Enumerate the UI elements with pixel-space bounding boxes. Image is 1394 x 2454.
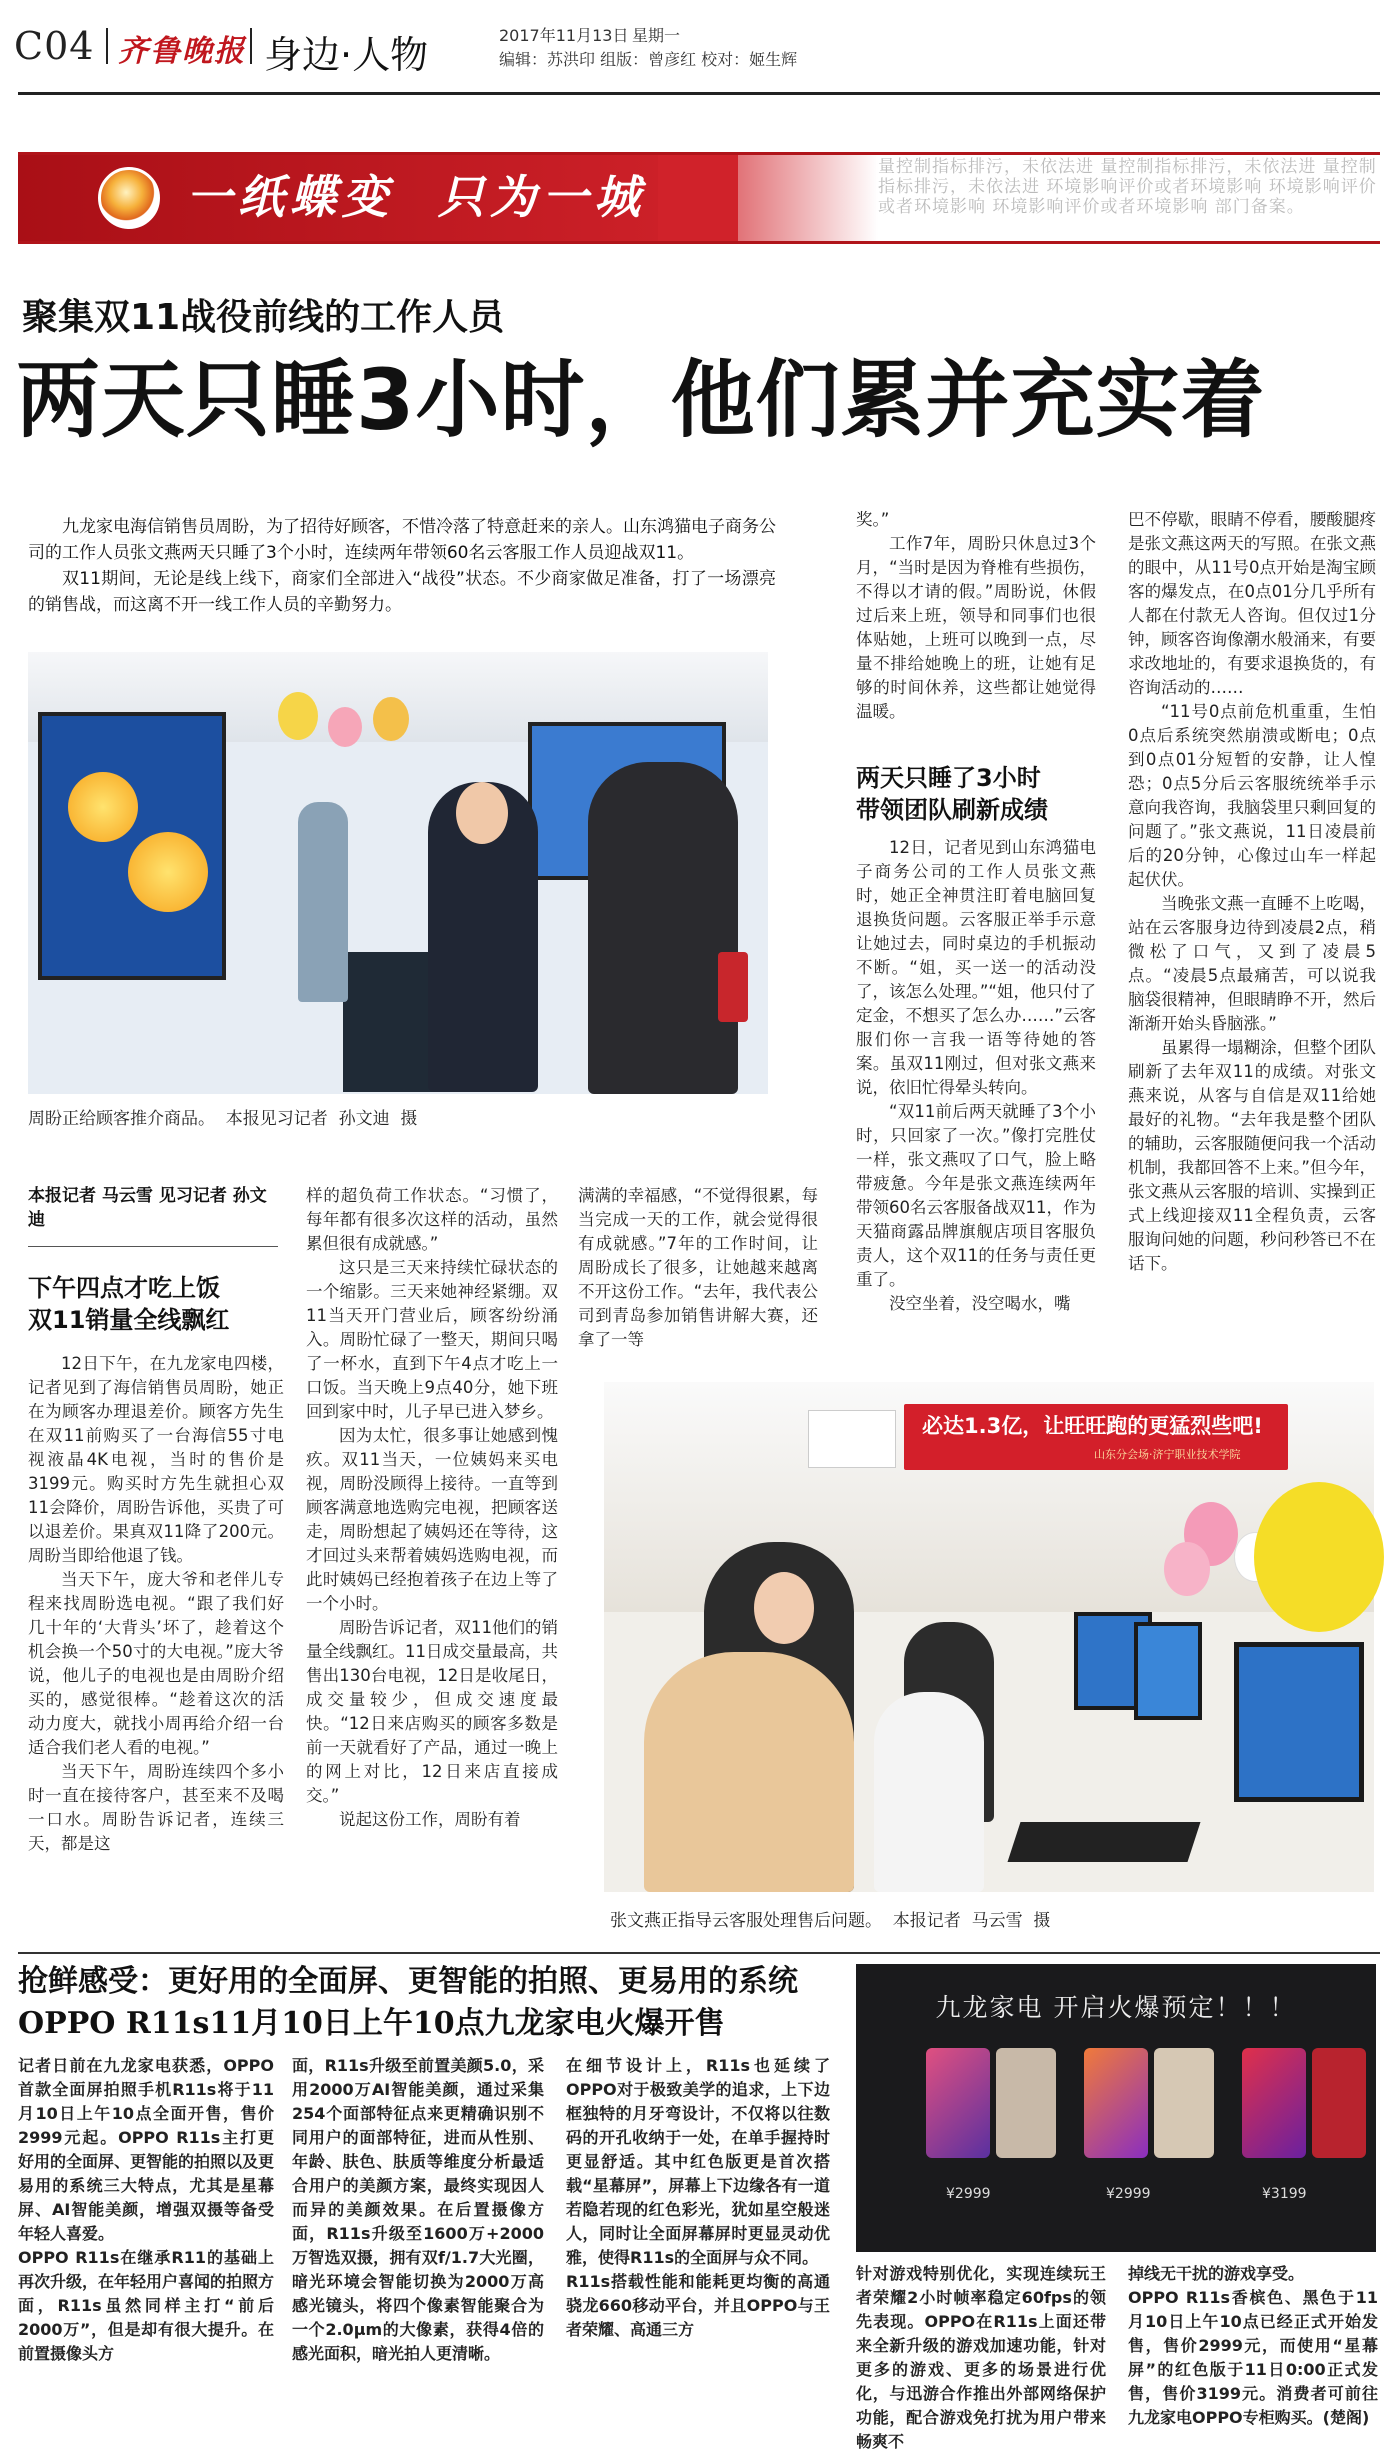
- slogan-banner: [18, 152, 1380, 244]
- paragraph: 周盼告诉记者，双11他们的销量全线飘红。11日成交量最高，共售出130台电视，12日是收尾日，成交量较少，但成交速度最快。“12日来店购买的顾客多数是前一天就看好了产品，通过一晚上的网上对比，12日来店直接成交。”: [306, 1618, 558, 1805]
- article-column-4: [856, 508, 1096, 724]
- ad-section-rule: [18, 1952, 1380, 1954]
- issue-weekday: 星期一: [632, 26, 681, 45]
- person-staff: [644, 1652, 854, 1892]
- balloon-icon: [278, 692, 318, 740]
- subheading-2: 两天只睡了3小时 带领团队刷新成绩: [856, 764, 1048, 824]
- article-column-4b: [856, 836, 1096, 1316]
- lead-paragraph: 九龙家电海信销售员周盼，为了招待好顾客，不惜冷落了特意赶来的亲人。山东鸿猫电子商务公司的工作人员张文燕两天只睡了3个小时，连续两年带领60名云客服工作人员迎战双11。: [28, 517, 776, 563]
- event-banner-text: 必达1.3亿，让旺旺跑的更猛烈些吧!: [922, 1414, 1263, 1438]
- orange-slice-icon: [128, 832, 208, 912]
- photo-customer-service: [604, 1382, 1374, 1892]
- phone-image: [1154, 2048, 1214, 2158]
- balloon-icon: [1164, 1542, 1210, 1596]
- person-supervisor-face: [754, 1572, 814, 1644]
- paragraph: 当天下午，周盼连续四个多小时一直在接待客户，甚至来不及喝一口水。周盼告诉记者，连续三天，都是这: [28, 1762, 284, 1853]
- masthead-divider: [250, 28, 252, 64]
- paragraph: 说起这份工作，周盼有着: [339, 1810, 521, 1829]
- paper-logo: 齐鲁晚报: [118, 34, 246, 69]
- article-column-5: [1128, 508, 1376, 1276]
- phone-image: [996, 2048, 1056, 2158]
- ad-column-1: 记者日前在九龙家电获悉，OPPO首款全面屏拍照手机R11s将于11月10日上午10点全面开售，售价2999元起。OPPO R11s主打更好用的全面屏、更智能的拍照以及更易用的系统三大特点，尤其是星幕屏、AI智能美颜，增强双摄等备受年轻人喜爱。 OPPO R11s在继承R11的基础上再次升级，在年轻用户喜闻的拍照方面，R11s虽然同样主打“前后2000万”，但是却有很大提升。在前置摄像头方: [18, 2056, 275, 2363]
- subheading-1: 下午四点才吃上饭 双11销量全线飘红: [28, 1274, 230, 1334]
- photo-salesperson: [28, 652, 768, 1094]
- paragraph: 奖。”: [856, 510, 890, 529]
- paragraph: 当天下午，庞大爷和老伴儿专程来找周盼选电视。“跟了我们好几十年的‘大背头’坏了，趁着这个机会换一个50寸的大电视。”庞大爷说，他儿子的电视也是由周盼介绍买的，感觉很棒。“趁着这次的活动力度大，就找小周再给介绍一台适合我们老人看的电视。”: [28, 1570, 284, 1757]
- price-label: ¥3199: [1262, 2186, 1307, 2202]
- event-banner-subtext: 山东分会场·济宁职业技术学院: [1094, 1448, 1241, 1461]
- price-label: ¥2999: [1106, 2186, 1151, 2202]
- phone-image: [1242, 2048, 1306, 2158]
- byline-rule: [28, 1246, 278, 1247]
- balloon-icon: [373, 697, 409, 741]
- phone-image: [926, 2048, 990, 2158]
- photo2-caption: 张文燕正指导云客服处理售后问题。 本报记者 马云雪 摄: [610, 1911, 1051, 1931]
- event-banner: [904, 1404, 1288, 1470]
- paragraph: 因为太忙，很多事让她感到愧疚。双11当天，一位姨妈来买电视，周盼没顾得上接待。一直等到顾客满意地选购完电视，把顾客送走，周盼想起了姨妈还在等待，这才回过头来帮着姨妈选购电视，而此时姨妈已经抱着孩子在边上等了一个小时。: [306, 1426, 558, 1613]
- masthead-divider: [106, 28, 108, 64]
- oppo-poster: [856, 1964, 1376, 2252]
- person-salesperson-face: [456, 782, 508, 844]
- person-customer: [298, 802, 348, 1002]
- issue-date: 2017年11月13日: [499, 26, 629, 45]
- lead-paragraph: 双11期间，无论是线上线下，商家们全部进入“战役”状态。不少商家做足准备，打了一场漂亮的销售战，而这离不开一线工作人员的辛勤努力。: [28, 569, 776, 615]
- person-shopper-bag: [718, 952, 748, 1022]
- article-kicker: 聚集双11战役前线的工作人员: [22, 297, 505, 338]
- photo1-caption: 周盼正给顾客推介商品。 本报见习记者 孙文迪 摄: [28, 1109, 418, 1129]
- page-number: C04: [14, 24, 95, 68]
- balloon-icon: [1254, 1482, 1384, 1632]
- paragraph: 样的超负荷工作状态。“习惯了，每年都有很多次这样的活动，虽然累但很有成就感。”: [306, 1186, 558, 1253]
- staff-credits: 编辑：苏洪印 组版：曾彦红 校对：姬生辉: [499, 50, 798, 69]
- section-title: 身边·人物: [264, 33, 429, 77]
- byline: 本报记者 马云雪 见习记者 孙文迪: [28, 1186, 267, 1230]
- ad-column-3: 在细节设计上，R11s也延续了OPPO对于极致美学的追求，上下边框独特的月牙弯设计，不仅将以往数码的开孔收纳于一处，在单手握持时更显舒适。其中红色版更是首次搭载“星幕屏”，屏幕上下边缘各有一道若隐若现的红色彩光，犹如星空般迷人，同时让全面屏幕屏时更显灵动优雅，使得R11s的全面屏与众不同。 R11s搭载性能和能耗更均衡的高通骁龙660移动平台，并且OPPO与王者荣耀、高通三方: [566, 2056, 830, 2339]
- paragraph: 巴不停歇，眼睛不停看，腰酸腿疼是张文燕这两天的写照。在张文燕的眼中，从11号0点开始是淘宝顾客的爆发点，在0点01分几乎所有人都在付款无人咨询。但仅过1分钟，顾客咨询像潮水般涌来，有要求改地址的，有要求退换货的，有咨询活动的……: [1128, 510, 1376, 697]
- banner-slogan: 一纸蝶变 只为一城: [186, 170, 647, 224]
- phone-image: [1084, 2048, 1148, 2158]
- paragraph: 12日，记者见到山东鸿猫电子商务公司的工作人员张文燕时，她正全神贯注盯着电脑回复退换货问题。云客服正举手示意让她过去，同时桌边的手机振动不断。“姐，买一送一的活动没了，该怎么处理。”“姐，他只付了定金，不想买了怎么办……”云客服们你一言我一语等待她的答案。虽双11刚过，但对张文燕来说，依旧忙得晕头转向。: [856, 838, 1096, 1097]
- article-column-2: [306, 1184, 558, 1832]
- article-lead: [28, 514, 776, 618]
- ad-headline-2: OPPO R11s11月10日上午10点九龙家电火爆开售: [18, 2006, 725, 2041]
- balloon-icon: [328, 707, 362, 747]
- paragraph: 满满的幸福感，“不觉得很累，每当完成一天的工作，就会觉得很有成就感。”7年的工作时间，让周盼成长了很多，让她越来越离不开这份工作。“去年，我代表公司到青岛参加销售讲解大赛，还拿了一等: [578, 1186, 818, 1349]
- banner-fade: [658, 155, 878, 241]
- ad-column-4: 针对游戏特别优化，实现连续玩王者荣耀2小时帧率稳定60fps的领先表现。OPPO在R11s上面还带来全新升级的游戏加速功能，针对更多的游戏、更多的场景进行优化，与迅游合作推出外部网络保护功能，配合游戏免打扰为用户带来畅爽不: [856, 2264, 1106, 2451]
- logo-sign: [808, 1410, 896, 1468]
- computer-monitor: [1234, 1642, 1364, 1802]
- person-shopper: [588, 762, 738, 1094]
- phone-image: [1312, 2048, 1366, 2158]
- person-staff: [874, 1692, 984, 1892]
- top-rule: [18, 92, 1380, 95]
- article-column-1: [28, 1352, 284, 1856]
- paragraph: 12日下午，在九龙家电四楼，记者见到了海信销售员周盼，她正在为顾客办理退差价。顾客方先生在双11前购买了一台海信55寸电视液晶4K电视，当时的售价是3199元。购买时方先生就担心双11会降价，周盼告诉他，买贵了可以退差价。果真双11降了200元。周盼当即给他退了钱。: [28, 1354, 284, 1565]
- article-column-3: [578, 1184, 818, 1352]
- computer-monitor: [1134, 1622, 1202, 1720]
- keyboard: [1008, 1822, 1201, 1862]
- masthead: [14, 22, 1380, 77]
- paragraph: 工作7年，周盼只休息过3个月，“当时是因为脊椎有些损伤，不得以才请的假。”周盼说，休假过后来上班，领导和同事们也很体贴她，上班可以晚到一点，尽量不排给她晚上的班，让她有足够的时间休养，这些都让她觉得温暖。: [856, 534, 1096, 721]
- paragraph: 虽累得一塌糊涂，但整个团队刷新了去年双11的成绩。对张文燕来说，从客与自信是双11给她最好的礼物。“去年我是整个团队的辅助，云客服随便问我一个活动机制，我都回答不上来。”但今年，张文燕从云客服的培训、实操到正式上线迎接双11全程负责，云客服询问她的问题，秒问秒答已不在话下。: [1128, 1038, 1376, 1273]
- price-label: ¥2999: [946, 2186, 991, 2202]
- ad-column-2: 面，R11s升级至前置美颜5.0，采用2000万AI智能美颜，通过采集254个面部特征点来更精确识别不同用户的面部特征，进而从性别、年龄、肤色、肤质等维度分析最适合用户的美颜方案，最终实现因人而异的美颜效果。在后置摄像方面，R11s升级至1600万+2000万智选双摄，拥有双f/1.7大光圈，暗光环境会智能切换为2000万高感光镜头，将四个像素智能聚合为一个2.0μm的大像素，获得4倍的感光面积，暗光拍人更清晰。: [292, 2056, 544, 2363]
- banner-background-text: 量控制指标排污，未依法进 量控制指标排污，未依法进 量控制指标排污，未依法进 环境影响评价或者环境影响 环境影响评价或者环境影响 环境影响评价或者环境影响 部门备案。: [878, 157, 1377, 217]
- banner-emblem-icon: [98, 167, 160, 229]
- paragraph: 当晚张文燕一直睡不上吃喝，站在云客服身边待到凌晨2点，稍微松了口气，又到了凌晨5点。“凌晨5点最痛苦，可以说我脑袋很精神，但眼睛睁不开，然后渐渐开始头昏脑涨。”: [1128, 894, 1376, 1033]
- poster-title: 九龙家电 开启火爆预定！！！: [935, 1993, 1297, 2022]
- paragraph: “11号0点前危机重重，生怕0点后系统突然崩溃或断电；0点到0点01分短暂的安静，让人惶恐；0点5分后云客服统统举手示意向我咨询，我脑袋里只剩回复的问题了。”张文燕说，11日凌晨前后的20分钟，心像过山车一样起起伏伏。: [1128, 702, 1376, 889]
- ad-column-5: 掉线无干扰的游戏享受。 OPPO R11s香槟色、黑色于11月10日上午10点已经正式开始发售，售价2999元，而使用“星幕屏”的红色版于11日0:00正式发售，售价3199元。消费者可前往九龙家电OPPO专柜购买。(楚阁): [1128, 2264, 1378, 2427]
- paragraph: “双11前后两天就睡了3个小时，只回家了一次。”像打完胜仗一样，张文燕叹了口气，脸上略带疲惫。今年是张文燕连续两年带领60名云客服备战双11，作为天猫商露品牌旗舰店项目客服负责人，这个双11的任务与责任更重了。: [856, 1102, 1096, 1289]
- ad-headline-1: 抢鲜感受：更好用的全面屏、更智能的拍照、更易用的系统: [18, 1964, 798, 1999]
- orange-slice-icon: [68, 772, 138, 842]
- paragraph: 没空坐着，没空喝水，嘴: [889, 1294, 1071, 1313]
- article-headline: 两天只睡3小时，他们累并充实着: [16, 351, 1266, 449]
- paragraph: 这只是三天来持续忙碌状态的一个缩影。三天来她神经紧绷。双11当天开门营业后，顾客纷纷涌入。周盼忙碌了一整天，期间只喝了一杯水，直到下午4点才吃上一口饭。当天晚上9点40分，她下班回到家中时，儿子早已进入梦乡。: [306, 1258, 558, 1421]
